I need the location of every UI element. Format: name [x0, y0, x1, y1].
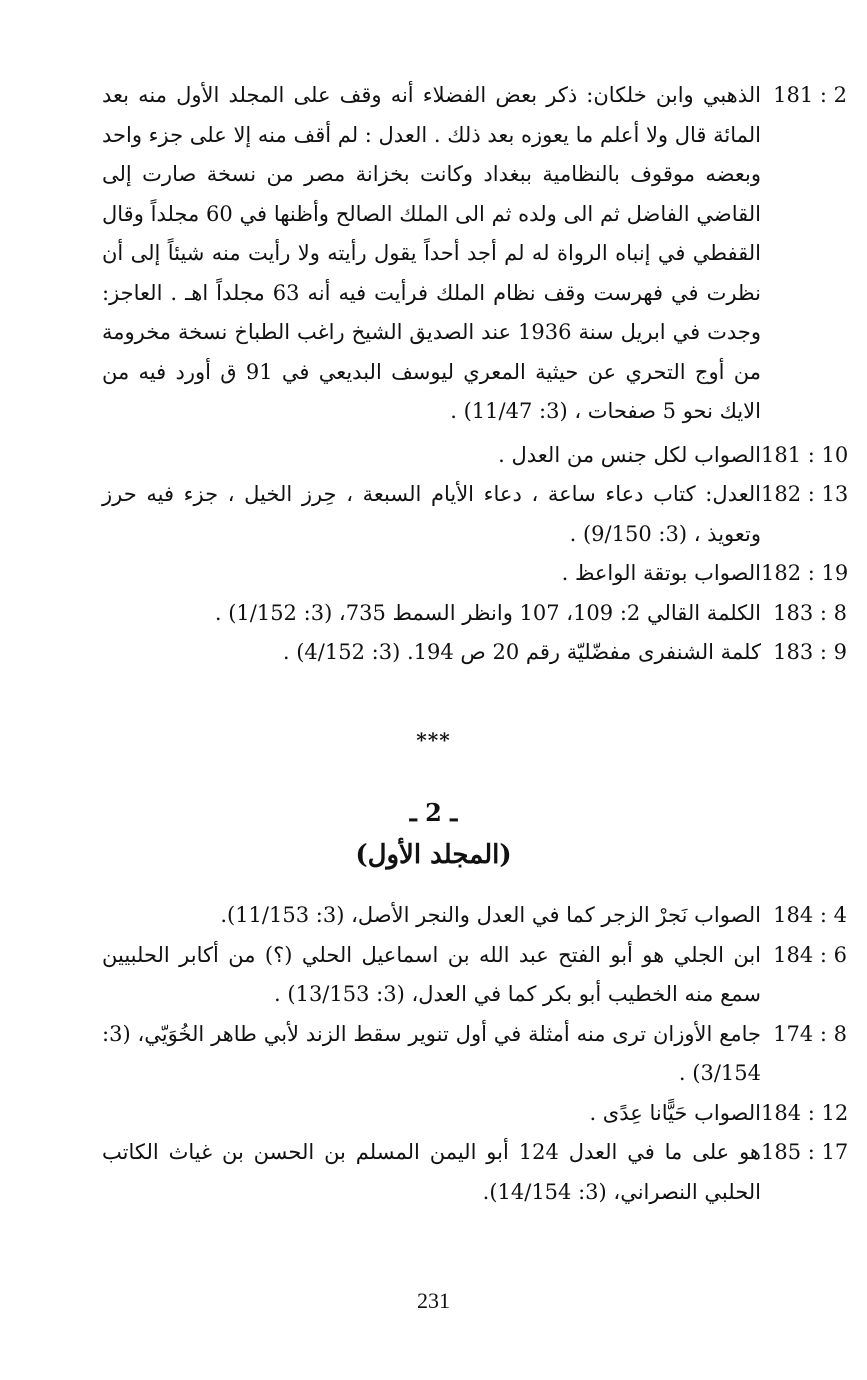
- section-title: (المجلد الأول): [355, 840, 512, 870]
- note-reference: 183 : 9: [773, 640, 847, 664]
- note-text: الصواب بوتقة الواعظ .: [561, 561, 761, 585]
- note-entry-8: [102, 936, 847, 1015]
- note-text: هو على ما في العدل 124 أبو اليمن المسلم بن الحسن بن غياث الكاتب الحلبي النصراني، (3: 14/154).: [102, 1140, 761, 1204]
- note-text: العدل: كتاب دعاء ساعة ، دعاء الأيام السبعة ، حِرز الخيل ، جزء فيه حرز وتعويذ ، (3: 9/150) .: [102, 482, 761, 546]
- section-separator: ***: [416, 728, 451, 752]
- note-reference: 184 : 4: [773, 903, 847, 927]
- note-text: الذهبي وابن خلكان: ذكر بعض الفضلاء أنه وقف على المجلد الأول منه بعد المائة قال ولا أعلم ما يعوزه بعد ذلك . العدل : لم أقف منه إلا على جزء واحد وبعضه موقوف بالنظامية ببغداد وكانت بخزانة مصر من نسخة صارت إلى القاضي الفاضل ثم الى ولده ثم الى الملك الصالح وأظنها في 60 مجلداً وقال القفطي في إنباه الرواة له لم أجد أحداً يقول رأيته ولا رأيت منه شيئاً إلى أن نظرت في فهرست وقف نظام الملك فرأيت فيه أنه 63 مجلداً اهـ . العاجز: وجدت في ابريل سنة 1936 عند الصديق الشيخ راغب الطباخ نسخة مخرومة من أوج التحري عن حيثية المعري ليوسف البديعي في 91 ق أورد فيه من الايك نحو 5 صفحات ، (3: 11/47) .: [102, 83, 761, 423]
- section-number: ـ 2 ـ: [409, 798, 458, 827]
- notes-section-1: [102, 76, 847, 673]
- note-reference: 184 : 12: [761, 1100, 849, 1125]
- note-entry-1: [102, 76, 847, 432]
- note-text: الكلمة القالي 2: 109، 107 وانظر السمط 735، (3: 1/152) .: [214, 600, 761, 625]
- note-reference: 184 : 6: [773, 942, 847, 967]
- note-entry-4: [102, 554, 847, 594]
- page-number: 231: [417, 1288, 450, 1313]
- note-reference: 182 : 13: [761, 482, 849, 506]
- note-text: ابن الجلي هو أبو الفتح عبد الله بن اسماعيل الحلي (؟) من أكابر الحلبيين سمع منه الخطيب أبو بكر كما في العدل، (3: 13/153) .: [102, 942, 761, 1006]
- note-entry-9: [102, 1015, 847, 1094]
- note-entry-3: [102, 475, 847, 554]
- note-reference: 185 : 17: [761, 1140, 849, 1164]
- note-reference: 183 : 8: [773, 600, 847, 625]
- note-text: جامع الأوزان ترى منه أمثلة في أول تنوير سقط الزند لأبي طاهر الخُوَيّي، (3: 3/154) .: [102, 1021, 761, 1085]
- note-text: الصواب حَيًّانا عِدًى .: [589, 1100, 761, 1125]
- note-reference: 174 : 8: [773, 1021, 847, 1046]
- note-entry-11: [102, 1133, 847, 1212]
- note-reference: 181 : 2: [773, 83, 847, 107]
- note-reference: 182 : 19: [761, 561, 849, 585]
- note-text: الصواب لكل جنس من العدل .: [498, 442, 761, 467]
- notes-section-2: [102, 896, 847, 1212]
- note-reference: 181 : 10: [761, 442, 849, 467]
- note-entry-2: [102, 436, 847, 476]
- note-text: الصواب نَجرْ الزجر كما في العدل والنجر الأصل، (3: 11/153).: [220, 903, 761, 927]
- note-entry-10: [102, 1094, 847, 1134]
- note-entry-6: [102, 633, 847, 673]
- note-text: كلمة الشنفرى مفضّليّة رقم 20 ص 194. (3: 4/152) .: [282, 640, 761, 664]
- note-entry-7: [102, 896, 847, 936]
- note-entry-5: [102, 594, 847, 634]
